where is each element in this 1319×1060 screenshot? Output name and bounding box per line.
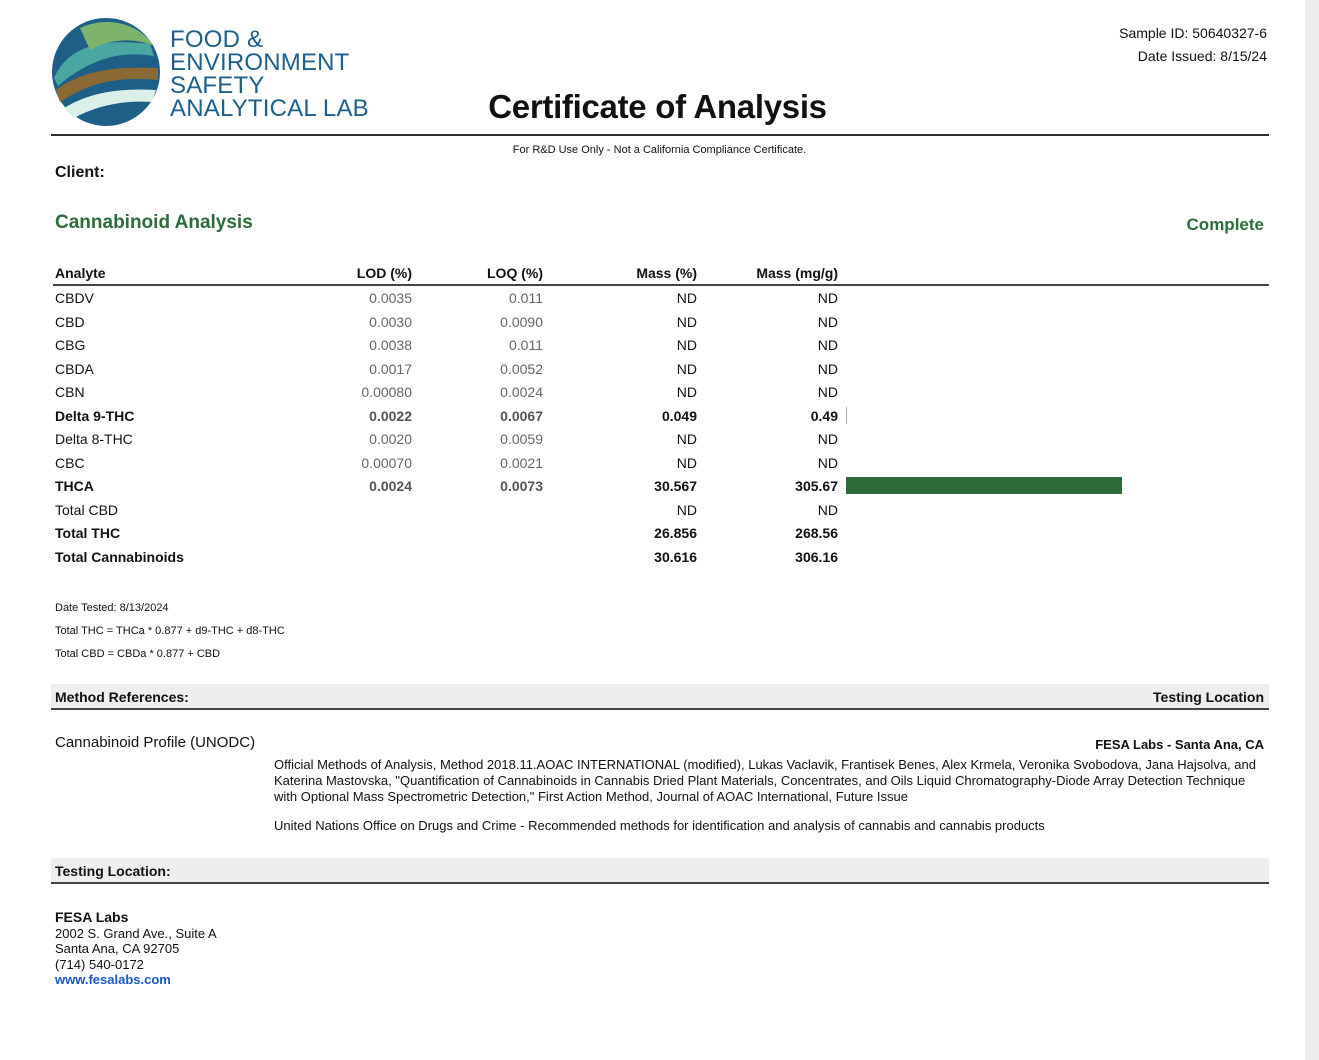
mass-pct-cell: 30.567 bbox=[654, 478, 697, 494]
column-header-mass-mg: Mass (mg/g) bbox=[756, 265, 838, 281]
loq-cell: 0.0090 bbox=[500, 313, 543, 330]
analyte-cell: Delta 8-THC bbox=[55, 431, 133, 447]
loq-cell: 0.011 bbox=[509, 290, 543, 306]
mass-mg-cell: ND bbox=[817, 290, 838, 306]
mass-pct-cell: ND bbox=[676, 454, 697, 471]
lab-address-line-2: Santa Ana, CA 92705 bbox=[55, 941, 180, 956]
date-issued: Date Issued: 8/15/24 bbox=[1137, 48, 1267, 64]
lab-name: FESA Labs bbox=[55, 909, 129, 925]
lab-address-line-1: 2002 S. Grand Ave., Suite A bbox=[55, 925, 217, 941]
method-name: Cannabinoid Profile (UNODC) bbox=[55, 734, 256, 751]
testing-location-label: Testing Location bbox=[1153, 689, 1264, 705]
mass-pct-cell: ND bbox=[676, 360, 697, 377]
client-label: Client: bbox=[55, 164, 105, 181]
mass-mg-cell: 306.16 bbox=[795, 548, 838, 565]
analyte-cell: Delta 9-THC bbox=[55, 407, 135, 424]
mass-bar bbox=[846, 477, 1122, 494]
mass-mg-cell: 268.56 bbox=[795, 525, 838, 541]
method-references-header bbox=[51, 684, 1269, 710]
table-row bbox=[0, 451, 1319, 474]
page-title: Certificate of Analysis bbox=[488, 88, 827, 125]
status-badge: Complete bbox=[1186, 215, 1264, 234]
table-row bbox=[0, 333, 1319, 356]
lab-phone: (714) 540-0172 bbox=[55, 956, 144, 972]
analyte-cell: Total CBD bbox=[55, 501, 119, 518]
table-row bbox=[0, 498, 1319, 521]
logo-line: FOOD & bbox=[170, 26, 264, 53]
loq-cell: 0.0052 bbox=[500, 360, 543, 377]
column-header-loq: LOQ (%) bbox=[487, 265, 543, 281]
mass-mg-cell: 305.67 bbox=[795, 478, 838, 494]
mass-pct-cell: ND bbox=[676, 313, 697, 330]
mass-pct-cell: ND bbox=[676, 501, 697, 518]
column-header-analyte: Analyte bbox=[55, 265, 106, 281]
analyte-cell: THCA bbox=[55, 478, 94, 494]
logo-line: ANALYTICAL LAB bbox=[170, 95, 369, 122]
analysis-title: Cannabinoid Analysis bbox=[55, 212, 253, 233]
loq-cell: 0.0067 bbox=[500, 407, 543, 424]
table-row bbox=[0, 310, 1319, 333]
header-divider bbox=[51, 134, 1269, 136]
lod-cell: 0.0038 bbox=[369, 337, 412, 353]
table-row bbox=[0, 380, 1319, 403]
disclaimer: For R&D Use Only - Not a California Compliance Certificate. bbox=[512, 144, 807, 156]
loq-cell: 0.0059 bbox=[500, 431, 543, 447]
analyte-cell: CBD bbox=[55, 313, 85, 330]
lab-website-link[interactable]: www.fesalabs.com bbox=[55, 972, 171, 987]
lab-address-block bbox=[55, 910, 217, 988]
total-thc-formula: Total THC = THCa * 0.877 + d9-THC + d8-THC bbox=[55, 625, 285, 637]
mass-pct-cell: 30.616 bbox=[654, 548, 697, 565]
loq-cell: 0.0021 bbox=[500, 454, 543, 471]
logo-line: SAFETY bbox=[170, 72, 265, 99]
lod-cell: 0.0035 bbox=[369, 290, 412, 306]
mass-pct-cell: ND bbox=[676, 290, 697, 306]
table-row bbox=[0, 474, 1319, 497]
mass-pct-cell: 26.856 bbox=[654, 525, 697, 541]
table-row bbox=[0, 545, 1319, 568]
lod-cell: 0.0024 bbox=[369, 478, 412, 494]
table-row bbox=[0, 286, 1319, 309]
date-tested: Date Tested: 8/13/2024 bbox=[55, 602, 169, 614]
table-row bbox=[0, 357, 1319, 380]
mass-pct-cell: ND bbox=[676, 384, 697, 400]
mass-mg-cell: ND bbox=[817, 360, 838, 377]
test-notes bbox=[55, 597, 285, 666]
mass-mg-cell: ND bbox=[817, 313, 838, 330]
testing-location-title: Testing Location: bbox=[55, 863, 171, 879]
analyte-cell: CBDV bbox=[55, 290, 94, 306]
table-row bbox=[0, 404, 1319, 427]
mass-bar bbox=[846, 407, 847, 424]
method-references-label: Method References: bbox=[55, 689, 189, 705]
mass-mg-cell: ND bbox=[817, 384, 838, 400]
analyte-cell: Total Cannabinoids bbox=[55, 548, 184, 565]
method-reference-unodc: United Nations Office on Drugs and Crime - Recommended methods for identification and analysis of cannabis and cannabis products bbox=[274, 818, 1045, 833]
analyte-cell: CBN bbox=[55, 384, 85, 400]
mass-mg-cell: 0.49 bbox=[810, 407, 838, 424]
analyte-cell: Total THC bbox=[55, 525, 121, 541]
mass-pct-cell: 0.049 bbox=[661, 407, 697, 424]
column-header-lod: LOD (%) bbox=[356, 265, 412, 281]
mass-pct-cell: ND bbox=[676, 431, 697, 447]
mass-mg-cell: ND bbox=[817, 431, 838, 447]
sample-info bbox=[1119, 22, 1267, 68]
lod-cell: 0.00070 bbox=[361, 454, 412, 471]
loq-cell: 0.0073 bbox=[500, 478, 543, 494]
total-cbd-formula: Total CBD = CBDa * 0.877 + CBD bbox=[55, 648, 221, 660]
column-header-mass-pct: Mass (%) bbox=[636, 265, 697, 281]
loq-cell: 0.0024 bbox=[500, 384, 543, 400]
method-reference-aoac: Official Methods of Analysis, Method 2018.11.AOAC INTERNATIONAL (modified), Lukas Vaclavik, Frantisek Benes, Alex Krmela, Veronika Svobodova, Jana Hajsolva, and Katerina Mastovska, "Quantification of Cannabinoids in Cannabis Dried Plant Materials, Concentrates, and Oils Liquid Chromatography-Diode Array Detection Technique with Optional Mass Spectrometric Detection," First Action Method, Journal of AOAC International, Future Issue bbox=[274, 757, 1256, 804]
lod-cell: 0.00080 bbox=[361, 384, 412, 400]
mass-mg-cell: ND bbox=[817, 501, 838, 518]
lod-cell: 0.0030 bbox=[369, 313, 412, 330]
sample-id: Sample ID: 50640327-6 bbox=[1119, 25, 1267, 41]
lod-cell: 0.0022 bbox=[369, 407, 412, 424]
mass-mg-cell: ND bbox=[817, 454, 838, 471]
table-row bbox=[0, 521, 1319, 544]
mass-mg-cell: ND bbox=[817, 337, 838, 353]
method-location: FESA Labs - Santa Ana, CA bbox=[1095, 737, 1264, 752]
analyte-cell: CBDA bbox=[55, 360, 94, 377]
loq-cell: 0.011 bbox=[509, 337, 543, 353]
logo-line: ENVIRONMENT bbox=[170, 49, 350, 76]
testing-location-header bbox=[51, 858, 1269, 884]
lod-cell: 0.0017 bbox=[369, 360, 412, 377]
lod-cell: 0.0020 bbox=[369, 431, 412, 447]
analyte-cell: CBG bbox=[55, 337, 86, 353]
analyte-cell: CBC bbox=[55, 454, 85, 471]
table-row bbox=[0, 427, 1319, 450]
mass-pct-cell: ND bbox=[676, 337, 697, 353]
